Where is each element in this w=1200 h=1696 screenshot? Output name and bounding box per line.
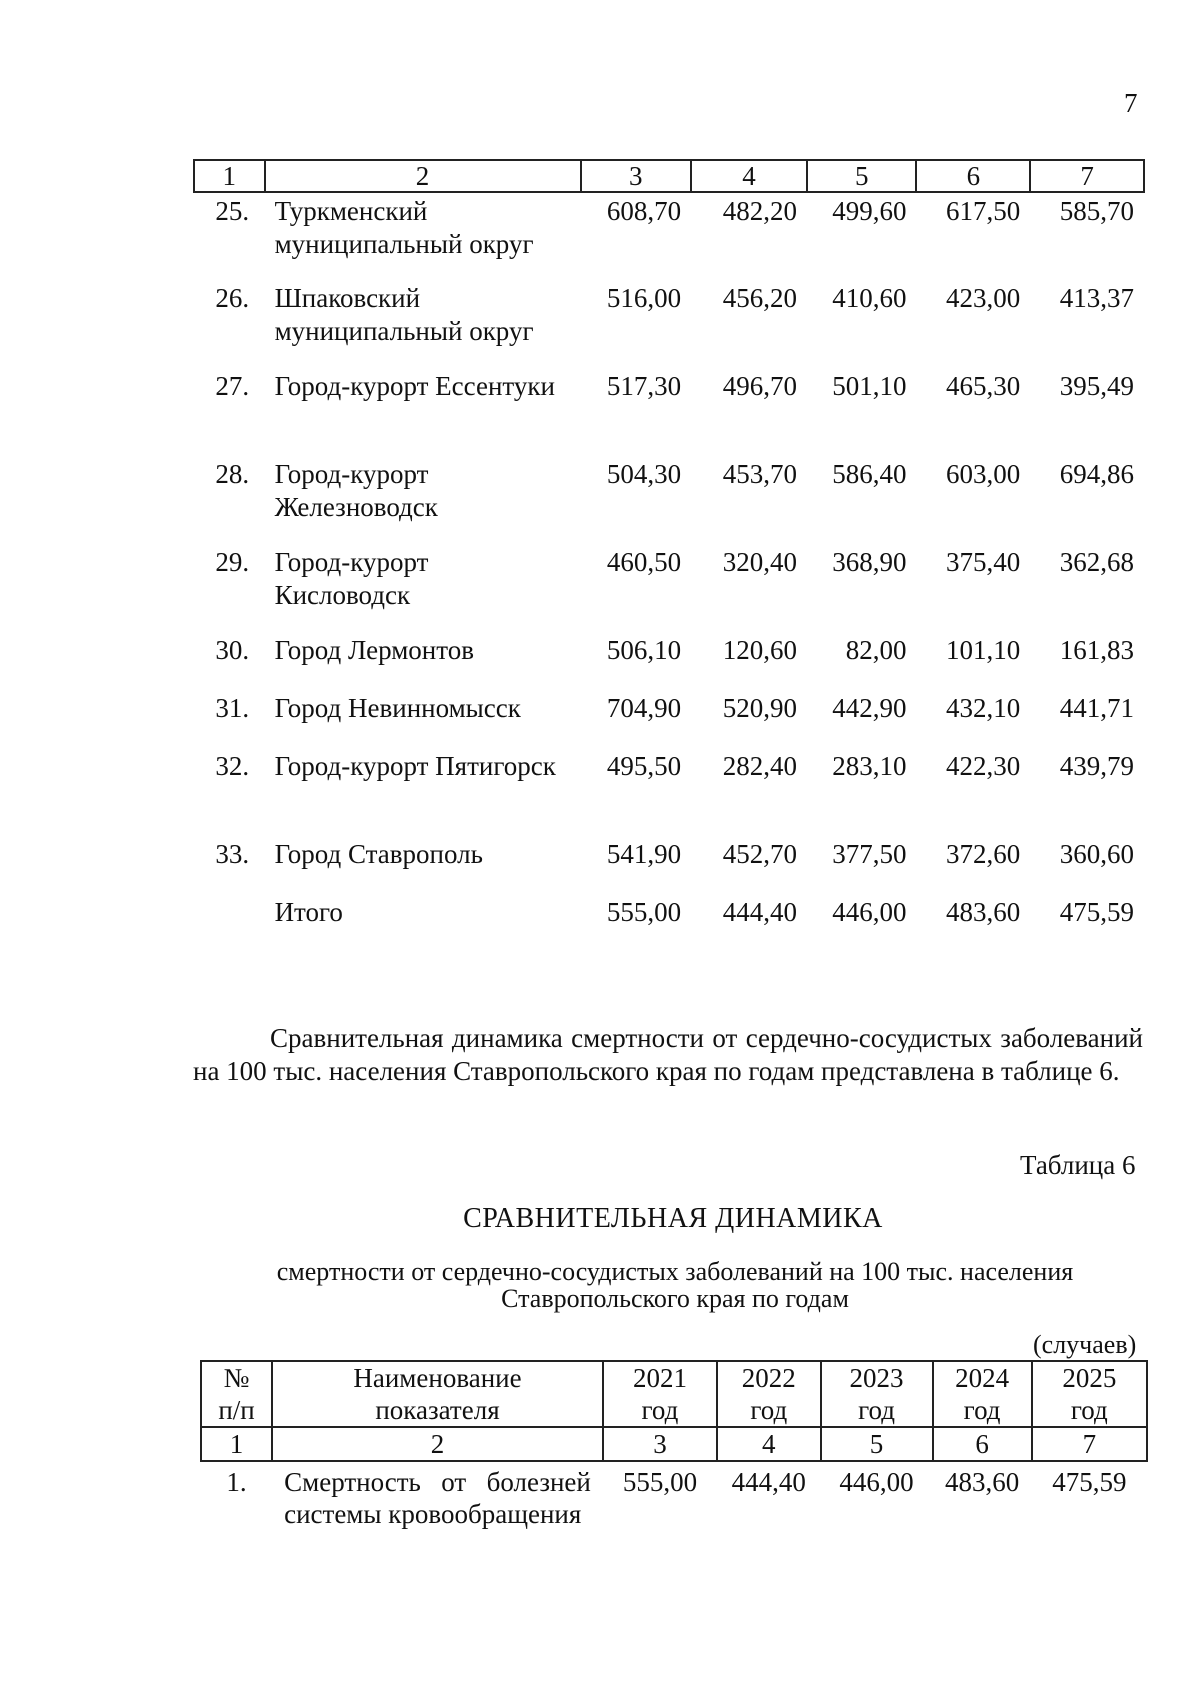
table-subtitle bbox=[200, 1258, 1150, 1312]
row-value: 501,10 bbox=[832, 371, 907, 401]
table-title: СРАВНИТЕЛЬНАЯ ДИНАМИКА bbox=[463, 1203, 883, 1234]
row-name: Шпаковский муниципальный округ bbox=[274, 283, 534, 346]
row-value: 377,50 bbox=[832, 839, 907, 869]
row-value: 516,00 bbox=[606, 283, 682, 313]
row-value: 442,90 bbox=[832, 693, 907, 723]
row-number: 27. bbox=[215, 371, 250, 401]
row-value: 483,60 bbox=[944, 1467, 1020, 1497]
row-name: Город Лермонтов bbox=[274, 635, 474, 665]
column-number: 5 bbox=[821, 1427, 933, 1461]
table-row bbox=[194, 456, 1144, 544]
row-number: 28. bbox=[215, 459, 250, 489]
header-num: № п/п bbox=[201, 1361, 272, 1427]
row-value: 506,10 bbox=[606, 635, 682, 665]
row-value: 282,40 bbox=[722, 751, 797, 781]
table-row bbox=[194, 192, 1144, 280]
table-header-row bbox=[201, 1361, 1147, 1427]
row-name: Город-курорт Кисловодск bbox=[274, 547, 429, 610]
page-number: 7 bbox=[1124, 88, 1138, 118]
header-year: 2022 год bbox=[717, 1361, 820, 1427]
row-name: Город-курорт Ессентуки bbox=[274, 371, 555, 401]
row-number: 33. bbox=[215, 839, 250, 869]
row-value: 482,20 bbox=[722, 196, 797, 226]
row-name: Итого bbox=[274, 897, 343, 927]
row-value: 555,00 bbox=[622, 1467, 698, 1497]
row-number: 31. bbox=[215, 693, 250, 723]
table-row bbox=[194, 368, 1144, 456]
row-value: 504,30 bbox=[606, 459, 682, 489]
row-value: 496,70 bbox=[722, 371, 797, 401]
table-column-numbers bbox=[194, 160, 1144, 192]
row-value: 460,50 bbox=[606, 547, 682, 577]
row-value: 446,00 bbox=[832, 897, 907, 927]
table-row bbox=[194, 748, 1144, 836]
row-name: Город-курорт Железноводск bbox=[274, 459, 438, 522]
row-value: 453,70 bbox=[722, 459, 797, 489]
description-paragraph: Сравнительная динамика смертности от сердечно-сосудистых заболеваний на 100 тыс. населения Ставропольского края по годам представлена в таблице 6. bbox=[193, 1023, 1143, 1086]
row-value: 555,00 bbox=[606, 897, 682, 927]
row-value: 585,70 bbox=[1059, 196, 1134, 226]
table-column-numbers bbox=[201, 1427, 1147, 1461]
column-number: 5 bbox=[807, 160, 917, 192]
row-number: 25. bbox=[215, 196, 250, 226]
row-name: Смертность от болезней системы кровообращения bbox=[284, 1467, 591, 1529]
row-value: 362,68 bbox=[1059, 547, 1134, 577]
row-value: 475,59 bbox=[1052, 1467, 1127, 1497]
subtitle-line: Ставропольского края по годам bbox=[501, 1284, 849, 1313]
table-row bbox=[194, 544, 1144, 632]
row-number: 29. bbox=[215, 547, 250, 577]
table-row bbox=[194, 894, 1144, 952]
row-value: 608,70 bbox=[606, 196, 682, 226]
unit-label: (случаев) bbox=[1033, 1330, 1137, 1359]
row-number: 30. bbox=[215, 635, 250, 665]
column-number: 4 bbox=[717, 1427, 820, 1461]
row-value: 161,83 bbox=[1059, 635, 1134, 665]
header-year: 2021 год bbox=[603, 1361, 717, 1427]
row-value: 120,60 bbox=[722, 635, 797, 665]
row-number: 1. bbox=[226, 1467, 247, 1497]
row-value: 452,70 bbox=[722, 839, 797, 869]
row-value: 586,40 bbox=[832, 459, 907, 489]
table-row bbox=[201, 1461, 1147, 1530]
row-value: 456,20 bbox=[722, 283, 797, 313]
column-number: 2 bbox=[272, 1427, 603, 1461]
row-number: 32. bbox=[215, 751, 250, 781]
row-value: 483,60 bbox=[945, 897, 1021, 927]
row-value: 444,40 bbox=[731, 1467, 806, 1497]
row-value: 395,49 bbox=[1059, 371, 1134, 401]
column-number: 2 bbox=[265, 160, 581, 192]
table-row bbox=[194, 836, 1144, 894]
row-value: 439,79 bbox=[1059, 751, 1134, 781]
column-number: 1 bbox=[194, 160, 265, 192]
table-row bbox=[194, 632, 1144, 690]
row-value: 410,60 bbox=[832, 283, 907, 313]
row-name: Город-курорт Пятигорск bbox=[274, 751, 556, 781]
row-value: 372,60 bbox=[945, 839, 1021, 869]
row-value: 475,59 bbox=[1059, 897, 1134, 927]
row-value: 446,00 bbox=[839, 1467, 914, 1497]
column-number: 3 bbox=[603, 1427, 717, 1461]
column-number: 4 bbox=[691, 160, 807, 192]
row-value: 444,40 bbox=[722, 897, 797, 927]
column-number: 3 bbox=[581, 160, 692, 192]
row-value: 520,90 bbox=[722, 693, 797, 723]
row-value: 541,90 bbox=[606, 839, 682, 869]
column-number: 6 bbox=[933, 1427, 1032, 1461]
table-row bbox=[194, 690, 1144, 748]
row-value: 432,10 bbox=[945, 693, 1021, 723]
row-value: 495,50 bbox=[606, 751, 682, 781]
row-value: 704,90 bbox=[606, 693, 682, 723]
row-value: 517,30 bbox=[606, 371, 682, 401]
row-number bbox=[194, 894, 265, 952]
table-row bbox=[194, 280, 1144, 368]
cardio-mortality-table bbox=[200, 1360, 1148, 1530]
header-year: 2023 год bbox=[821, 1361, 933, 1427]
header-name: Наименование показателя bbox=[272, 1361, 603, 1427]
row-value: 368,90 bbox=[832, 547, 907, 577]
row-value: 320,40 bbox=[722, 547, 797, 577]
header-year: 2025 год bbox=[1032, 1361, 1147, 1427]
row-value: 422,30 bbox=[945, 751, 1021, 781]
row-value: 101,10 bbox=[945, 635, 1021, 665]
row-value: 82,00 bbox=[845, 635, 907, 665]
row-value: 617,50 bbox=[945, 196, 1021, 226]
header-year: 2024 год bbox=[933, 1361, 1032, 1427]
row-value: 441,71 bbox=[1059, 693, 1134, 723]
column-number: 1 bbox=[201, 1427, 272, 1461]
row-value: 465,30 bbox=[945, 371, 1021, 401]
row-number: 26. bbox=[215, 283, 250, 313]
column-number: 7 bbox=[1030, 160, 1144, 192]
row-value: 694,86 bbox=[1059, 459, 1134, 489]
row-name: Город Невинномысск bbox=[274, 693, 521, 723]
row-value: 413,37 bbox=[1059, 283, 1134, 313]
row-value: 283,10 bbox=[832, 751, 907, 781]
row-name: Город Ставрополь bbox=[274, 839, 483, 869]
row-value: 375,40 bbox=[945, 547, 1021, 577]
row-name: Туркменский муниципальный округ bbox=[274, 196, 534, 259]
column-number: 7 bbox=[1032, 1427, 1147, 1461]
table-label: Таблица 6 bbox=[1020, 1150, 1136, 1180]
column-number: 6 bbox=[916, 160, 1030, 192]
row-value: 360,60 bbox=[1059, 839, 1134, 869]
subtitle-line: смертности от сердечно-сосудистых заболеваний на 100 тыс. населения bbox=[276, 1257, 1074, 1286]
row-value: 499,60 bbox=[832, 196, 907, 226]
row-value: 423,00 bbox=[945, 283, 1021, 313]
mortality-by-district-table bbox=[193, 159, 1145, 952]
row-value: 603,00 bbox=[945, 459, 1021, 489]
